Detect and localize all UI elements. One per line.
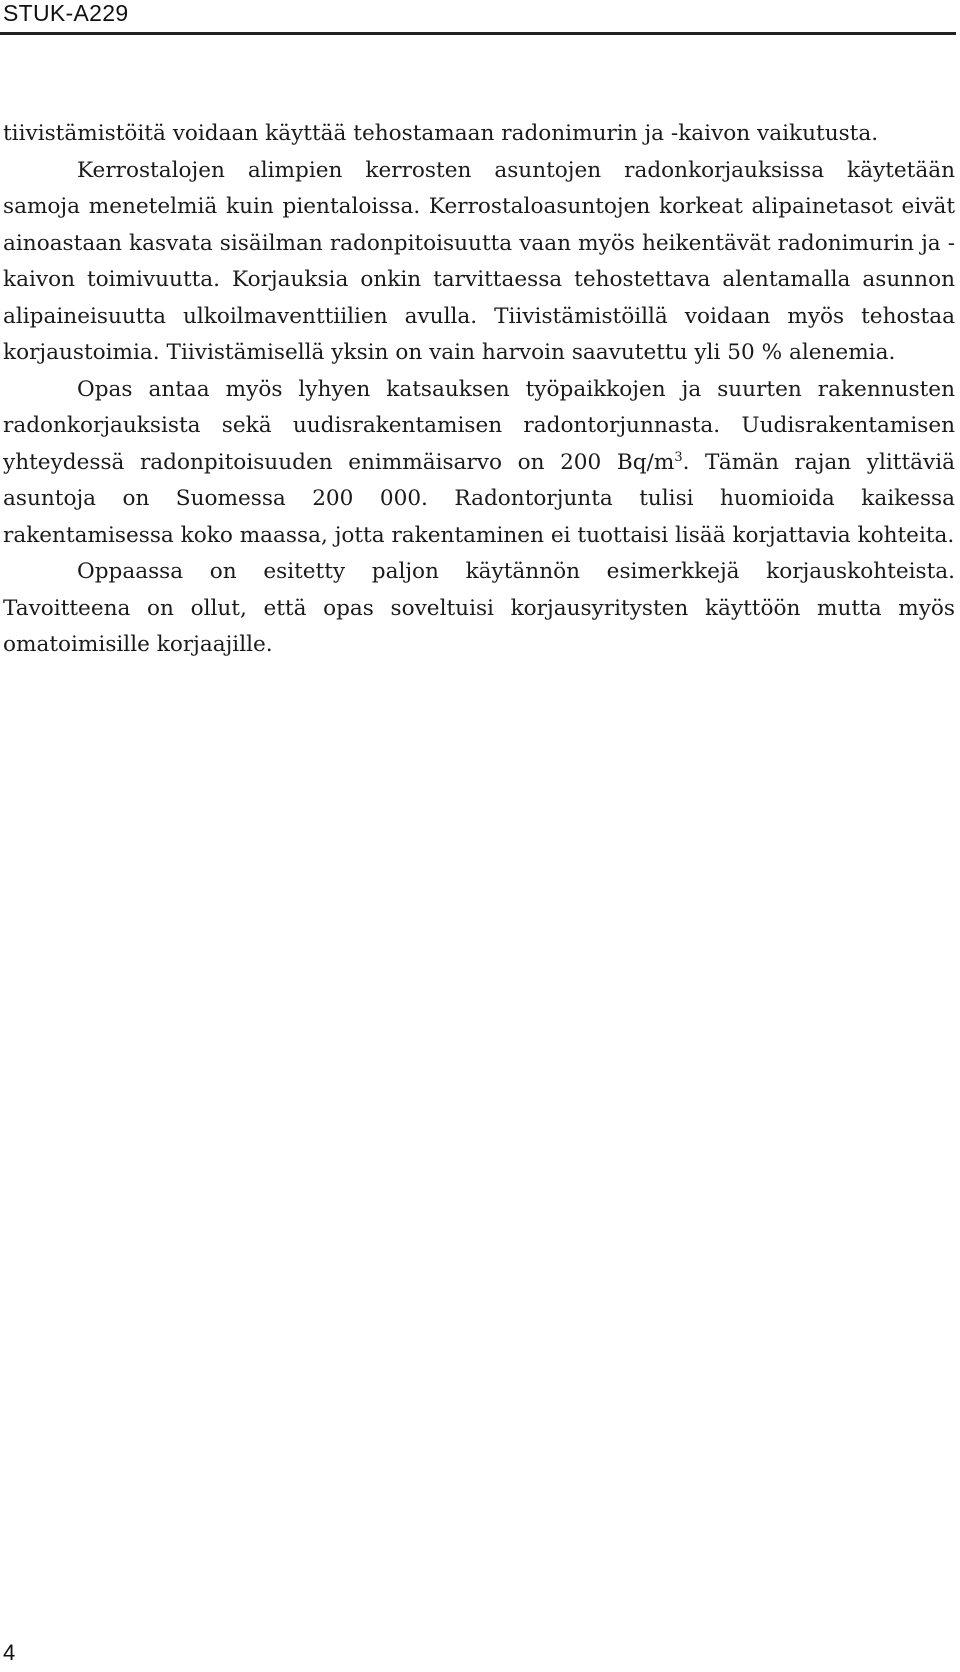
paragraph-3-text-end: . Tämän rajan ylittäviä asuntoja on Suomessa 200 000. Radontorjunta tulisi huomioida kaikessa rakentamisessa koko maassa, jotta rakentaminen ei tuottaisi lisää korjattavia kohteita.: [3, 449, 955, 548]
page-header: [0, 0, 956, 35]
report-code: STUK-A229: [3, 0, 129, 26]
paragraph-1: tiivistämistöitä voidaan käyttää tehostamaan radonimurin ja -kaivon vaikutusta.: [3, 121, 879, 146]
page-number: 4: [3, 1640, 16, 1665]
paragraph-3-text-start: Opas antaa myös lyhyen katsauksen työpaikkojen ja suurten rakennusten radonkorjauksista sekä uudisrakentamisen radontorjunnasta. Uudisrakentamisen yhteydessä radonpitoisuuden enimmäisarvo on 200 Bq/m: [3, 376, 955, 475]
paragraph-3: [3, 372, 955, 555]
body-text: [3, 116, 955, 664]
paragraph-4: Oppaassa on esitetty paljon käytännön esimerkkejä korjauskohteista. Tavoitteena on ollut, että opas soveltuisi korjausyritysten käyttöön mutta myös omatoimisille korjaajille.: [3, 559, 955, 657]
superscript-3: 3: [674, 449, 683, 465]
paragraph-2: Kerrostalojen alimpien kerrosten asuntojen radonkorjauksissa käytetään samoja menetelmiä kuin pientaloissa. Kerrostaloasuntojen korkeat alipainetasot eivät ainoastaan kasvata sisäilman radonpitoisuutta vaan myös heikentävät radonimurin ja -kaivon toimivuutta. Korjauksia onkin tarvittaessa tehostettava alentamalla asunnon alipaineisuutta ulkoilmaventtiilien avulla. Tiivistämistöillä voidaan myös tehostaa korjaustoimia. Tiivistämisellä yksin on vain harvoin saavutettu yli 50 % alenemia.: [3, 157, 955, 365]
